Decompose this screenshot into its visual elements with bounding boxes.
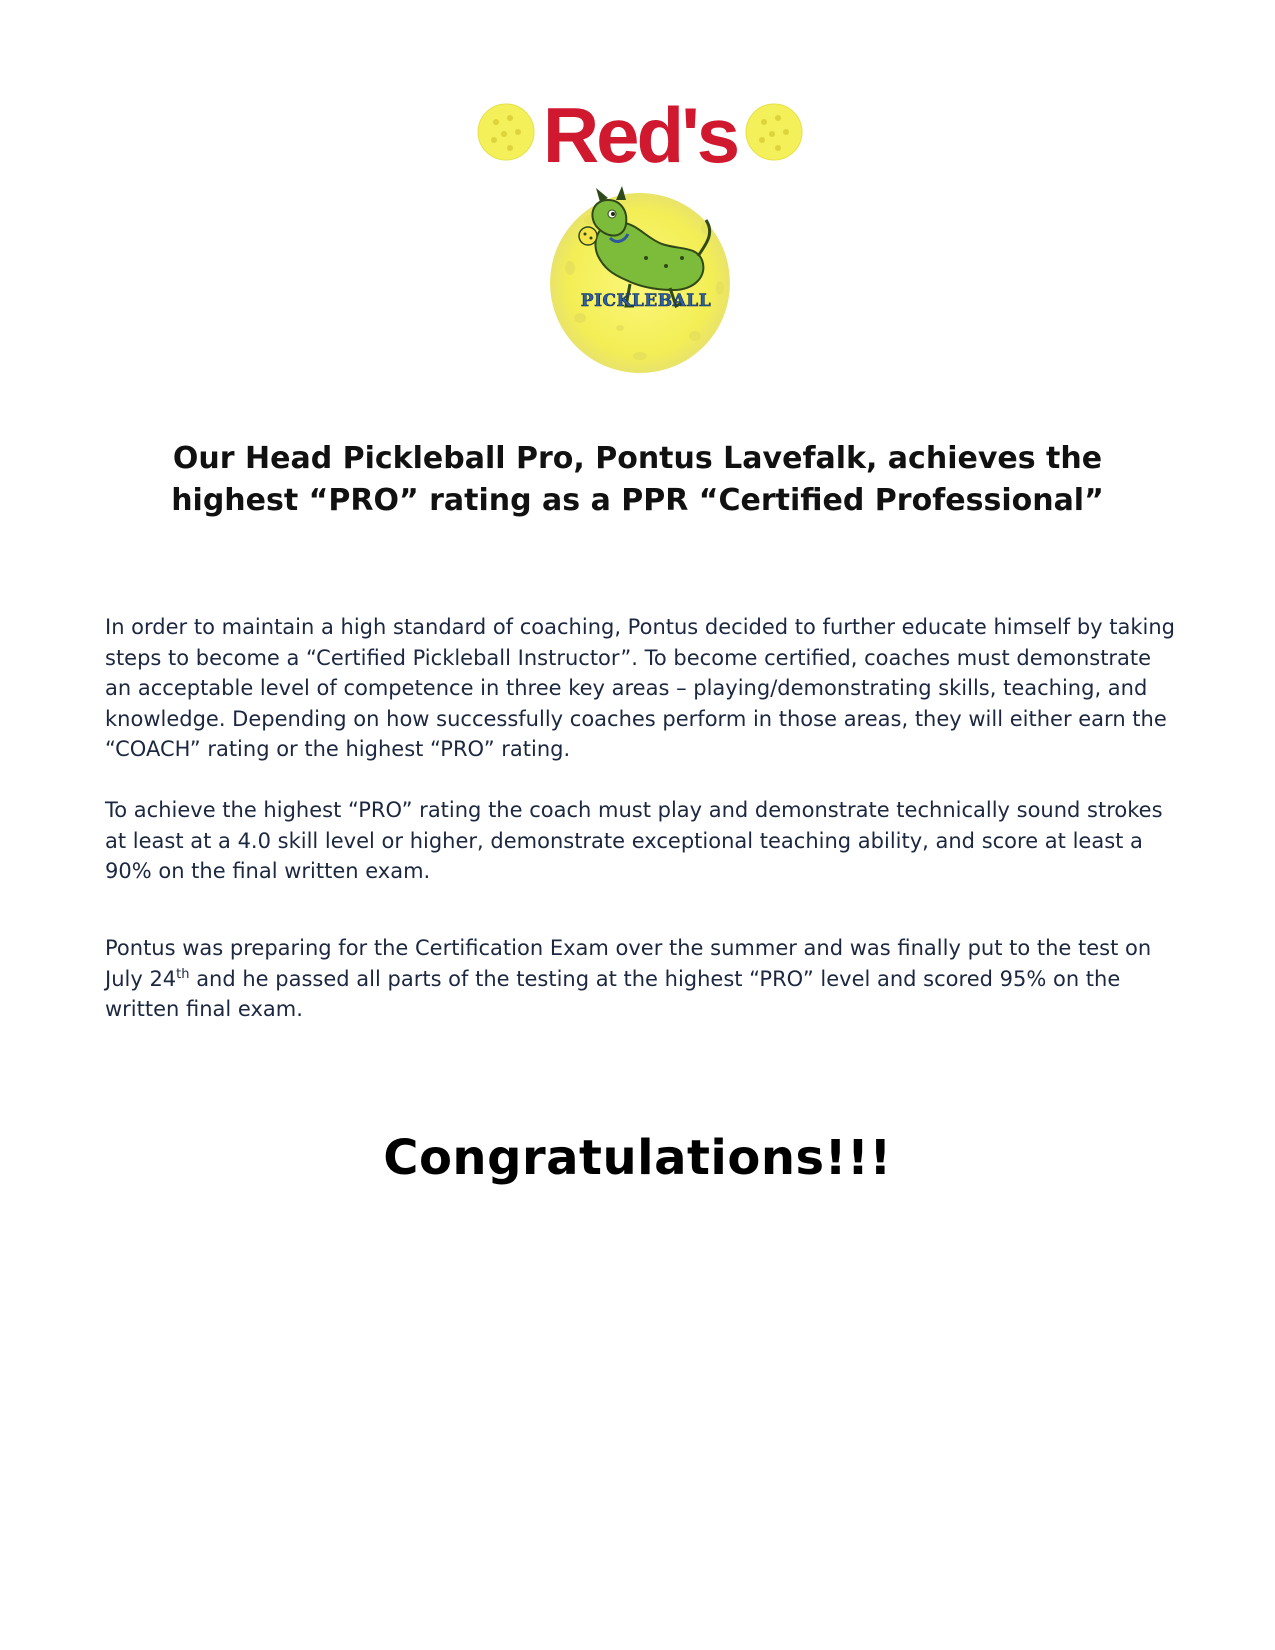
reds-pickleball-logo (470, 88, 810, 388)
congratulations-heading: Congratulations!!! (383, 1130, 892, 1186)
brand-wordmark: Red's (542, 91, 738, 179)
ordinal-suffix: th (176, 966, 190, 982)
pickleball-badge-text: PICKLEBALL (580, 291, 712, 311)
body-paragraph-1: In order to maintain a high standard of coaching, Pontus decided to further educate himself by taking steps to become a “Certified Pickleball Instructor”. To become certified, coaches must demonstrate an acceptable level of competence in three key areas – playing/demonstrating skills, teaching, and knowledge. Depending on how successfully coaches perform in those areas, they will either earn the “COACH” rating or the highest “PRO” rating. (105, 615, 1176, 761)
body-paragraph-2: To achieve the highest “PRO” rating the coach must play and demonstrate technically sound strokes at least at a 4.0 skill level or higher, demonstrate exceptional teaching ability, and score at least a 90% on the final written exam. (105, 798, 1163, 883)
paragraph-3-start: Pontus was preparing for the Certification Exam over the summer and was finally put to the test on July 24 (105, 936, 1152, 991)
dog-pickleball-logo (550, 186, 730, 373)
headline-line-1: Our Head Pickleball Pro, Pontus Lavefalk, achieves the (172, 441, 1103, 476)
paragraph-3-end: and he passed all parts of the testing at the highest “PRO” level and scored 95% on the written final exam. (105, 966, 1121, 1021)
pickleball-icon (746, 104, 802, 160)
headline (100, 438, 1175, 522)
headline-line-2: highest “PRO” rating as a PPR “Certified Professional” (171, 483, 1104, 518)
body-paragraph-3 (105, 933, 1180, 1025)
pickleball-icon (478, 104, 534, 160)
